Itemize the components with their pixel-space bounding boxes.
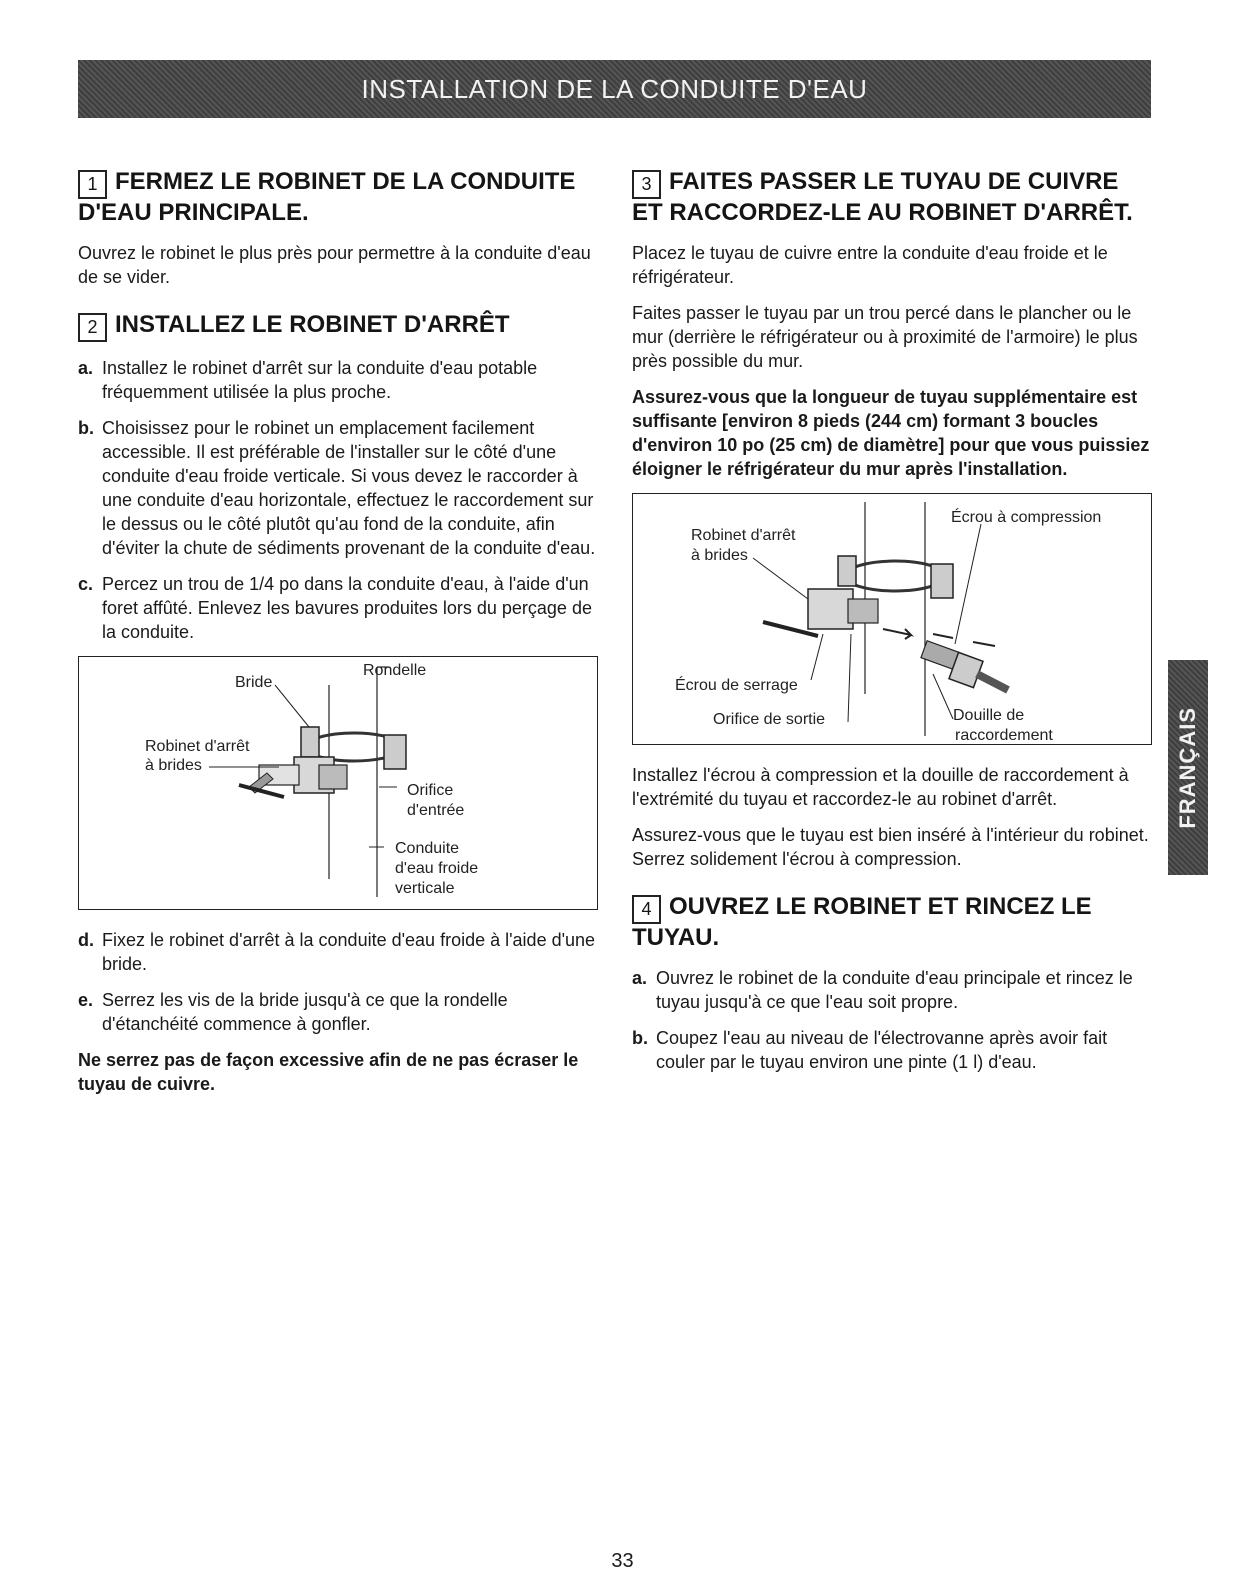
label-conduite-2: d'eau froide <box>395 860 479 877</box>
label-ecrou-serrage: Écrou de serrage <box>675 677 798 694</box>
left-column <box>78 168 598 1108</box>
language-tab-label: FRANÇAIS <box>1175 706 1200 829</box>
step1-number: 1 <box>78 170 107 199</box>
compression-illustration <box>633 494 1138 744</box>
banner-title: INSTALLATION DE LA CONDUITE D'EAU <box>361 73 868 104</box>
step3-p2: Faites passer le tuyau par un trou percé dans le plancher ou le mur (derrière le réfrigérateur ou à proximité de l'armoire) le plus près possible du mur. <box>632 303 1138 371</box>
step4-item-a: a. Ouvrez le robinet de la conduite d'eau principale et rincez le tuyau jusqu'à ce que l'eau soit propre. <box>632 968 1133 1012</box>
step1-text: Ouvrez le robinet le plus près pour permettre à la conduite d'eau de se vider. <box>78 243 591 287</box>
step2-warning: Ne serrez pas de façon excessive afin de ne pas écraser le tuyau de cuivre. <box>78 1050 579 1094</box>
step3-p3: Installez l'écrou à compression et la douille de raccordement à l'extrémité du tuyau et raccordez-le au robinet d'arrêt. <box>632 765 1129 809</box>
step2-item-a: a. Installez le robinet d'arrêt sur la conduite d'eau potable fréquemment utilisée la plus proche. <box>78 358 538 402</box>
label-robinet-1: Robinet d'arrêt <box>691 527 796 544</box>
language-tab <box>1168 660 1208 875</box>
valve-illustration <box>79 657 584 909</box>
label-orifice-1: Orifice <box>407 782 454 799</box>
step3-p4: Assurez-vous que le tuyau est bien inséré à l'intérieur du robinet. Serrez solidement l'écrou à compression. <box>632 825 1149 869</box>
step2-number: 2 <box>78 313 107 342</box>
step3-p1: Placez le tuyau de cuivre entre la conduite d'eau froide et le réfrigérateur. <box>632 243 1108 287</box>
label-conduite-1: Conduite <box>395 840 460 857</box>
step2-item-b: b. Choisissez pour le robinet un emplacement facilement accessible. Il est préférable de l'installer sur le côté d'une conduite d'eau froide verticale. Si vous devez le raccorder à une conduite d'eau horizontale, effectuez le raccordement sur le dessus ou le côté plutôt qu'au fond de la conduite, afin d'éviter la chute de sédiments provenant de la conduite d'eau. <box>78 418 596 558</box>
step2-item-c: c. Percez un trou de 1/4 po dans la conduite d'eau, à l'aide d'un foret affûté. Enlevez les bavures produites lors du perçage de la conduite. <box>78 574 592 642</box>
step1-heading <box>78 168 598 227</box>
step1-title: FERMEZ LE ROBINET DE LA CONDUITE D'EAU PRINCIPALE. <box>78 168 576 226</box>
label-conduite-3: verticale <box>395 880 455 897</box>
valve-figure <box>78 656 598 910</box>
label-douille-2: raccordement <box>955 727 1053 744</box>
label-orifice-2: d'entrée <box>407 802 465 819</box>
label-robinet-2: à brides <box>691 547 748 564</box>
step3-heading <box>632 168 1152 227</box>
step4-title: OUVREZ LE ROBINET ET RINCEZ LE TUYAU. <box>632 893 1092 951</box>
step2-item-d: d. Fixez le robinet d'arrêt à la conduite d'eau froide à l'aide d'une bride. <box>78 930 596 974</box>
compression-figure <box>632 493 1152 745</box>
step3-title: FAITES PASSER LE TUYAU DE CUIVRE ET RACCORDEZ-LE AU ROBINET D'ARRÊT. <box>632 168 1133 226</box>
label-orifice-sortie: Orifice de sortie <box>713 711 826 728</box>
section-banner <box>78 60 1151 118</box>
step2-heading <box>78 311 598 342</box>
step3-number: 3 <box>632 170 661 199</box>
step4-number: 4 <box>632 895 661 924</box>
right-column <box>632 168 1152 1086</box>
label-robinet-1: Robinet d'arrêt <box>145 738 250 755</box>
label-bride: Bride <box>235 674 273 691</box>
step3-bold-note: Assurez-vous que la longueur de tuyau supplémentaire est suffisante [environ 8 pieds (244 cm) formant 3 boucles d'environ 10 po (25 cm) de diamètre] pour que vous puissiez éloigner le réfrigérateur du mur après l'installation. <box>632 387 1150 479</box>
step4-item-b: b. Coupez l'eau au niveau de l'électrovanne après avoir fait couler par le tuyau environ une pinte (1 l) d'eau. <box>632 1028 1108 1072</box>
page-number: 33 <box>611 1550 634 1572</box>
label-douille-1: Douille de <box>953 707 1025 724</box>
step2-item-e: e. Serrez les vis de la bride jusqu'à ce que la rondelle d'étanchéité commence à gonfler. <box>78 990 508 1034</box>
label-rondelle: Rondelle <box>363 662 427 679</box>
label-robinet-2: à brides <box>145 757 202 774</box>
step4-heading <box>632 893 1152 952</box>
step2-title: INSTALLEZ LE ROBINET D'ARRÊT <box>115 311 510 338</box>
label-ecrou-compression: Écrou à compression <box>951 509 1102 526</box>
